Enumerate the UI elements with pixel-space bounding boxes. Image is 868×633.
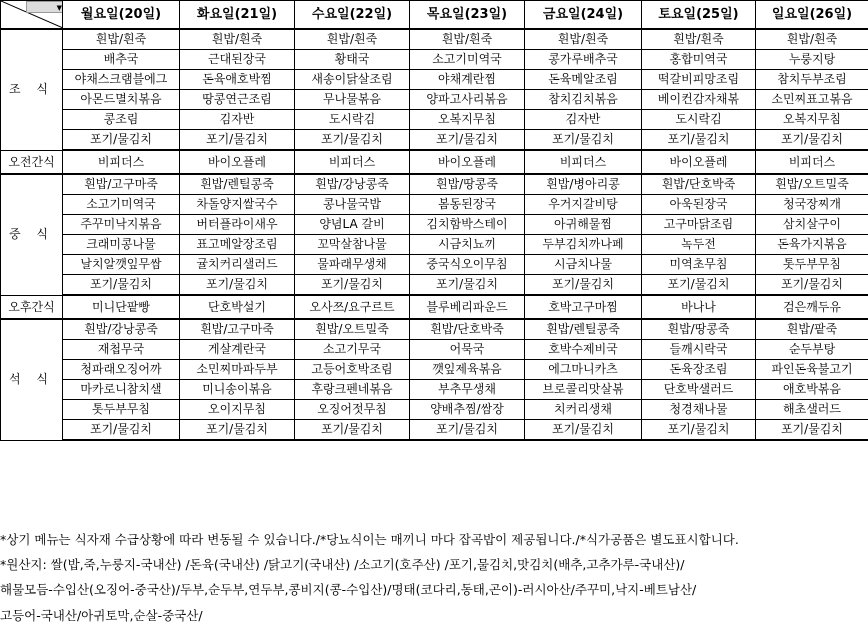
menu-item: 돈육가지볶음: [756, 235, 868, 255]
menu-item: 소민찌마파두부: [180, 360, 295, 380]
menu-item: 흰밥/땅콩죽: [642, 319, 756, 340]
menu-item: 들깨시락국: [642, 340, 756, 360]
menu-item: 녹두전: [642, 235, 756, 255]
menu-item: 포기/물김치: [410, 275, 525, 296]
day-header: 금요일(24일): [525, 1, 642, 30]
menu-item: 흰밥/흰죽: [410, 29, 525, 50]
menu-item: 새송이닭살조림: [295, 70, 410, 90]
menu-item: 포기/물김치: [642, 275, 756, 296]
breakfast-row: [1, 90, 868, 110]
menu-item: 황태국: [295, 50, 410, 70]
dinner-row: [1, 420, 868, 441]
menu-item: 오복지무침: [756, 110, 868, 130]
menu-item: 흰밥/고구마죽: [180, 319, 295, 340]
menu-item: 포기/물김치: [295, 420, 410, 441]
lunch-label: 중 식: [1, 174, 63, 295]
menu-item: 양념LA 갈비: [295, 215, 410, 235]
snack-item: 비피더스: [525, 150, 642, 174]
menu-item: 양파고사리볶음: [410, 90, 525, 110]
menu-item: 흰밥/단호박죽: [642, 174, 756, 195]
lunch-row: [1, 255, 868, 275]
menu-item: 흰밥/렌틸콩죽: [180, 174, 295, 195]
menu-item: 게살계란국: [180, 340, 295, 360]
menu-item: 부추무생채: [410, 380, 525, 400]
lunch-row: [1, 215, 868, 235]
menu-item: 아귀해물찜: [525, 215, 642, 235]
header-row: [1, 1, 868, 30]
day-header: 일요일(26일): [756, 1, 868, 30]
snack-item: 비피더스: [63, 150, 180, 174]
menu-item: 포기/물김치: [180, 130, 295, 151]
menu-item: 포기/물김치: [63, 420, 180, 441]
menu-item: 무나물볶음: [295, 90, 410, 110]
menu-item: 청파래오징어까: [63, 360, 180, 380]
menu-item: 흰밥/강낭콩죽: [295, 174, 410, 195]
menu-item: 고구마닭조림: [642, 215, 756, 235]
menu-item: 떡갈비피망조림: [642, 70, 756, 90]
menu-item: 두부김치까나페: [525, 235, 642, 255]
menu-item: 에그마니카츠: [525, 360, 642, 380]
menu-item: 포기/물김치: [295, 275, 410, 296]
menu-item: 흰밥/강낭콩죽: [63, 319, 180, 340]
menu-item: 물파래무생채: [295, 255, 410, 275]
breakfast-row: [1, 29, 868, 50]
menu-item: 청국장찌개: [756, 195, 868, 215]
dinner-row: [1, 340, 868, 360]
menu-item: 미역초무침: [642, 255, 756, 275]
menu-item: 콩조림: [63, 110, 180, 130]
menu-item: 포기/물김치: [756, 420, 868, 441]
menu-item: 치커리생채: [525, 400, 642, 420]
menu-item: 호박수제비국: [525, 340, 642, 360]
snack-item: 비피더스: [756, 150, 868, 174]
snack-item: 단호박설기: [180, 295, 295, 319]
menu-item: 톳두부무침: [756, 255, 868, 275]
menu-body: [1, 29, 868, 440]
menu-item: 도시락김: [642, 110, 756, 130]
menu-item: 고등어호박조림: [295, 360, 410, 380]
menu-item: 포기/물김치: [525, 420, 642, 441]
menu-item: 베이컨감자채볶: [642, 90, 756, 110]
menu-item: 포기/물김치: [410, 420, 525, 441]
menu-item: 오복지무침: [410, 110, 525, 130]
menu-item: 포기/물김치: [410, 130, 525, 151]
corner-cell[interactable]: [1, 1, 63, 30]
note-origin-3: 고등어-국내산/아귀토막,순살-중국산/: [0, 608, 203, 623]
snack-item: 비피더스: [295, 150, 410, 174]
menu-item: 소고기미역국: [63, 195, 180, 215]
menu-item: 마카로니참치샐: [63, 380, 180, 400]
menu-item: 아욱된장국: [642, 195, 756, 215]
menu-item: 재첩무국: [63, 340, 180, 360]
menu-item: 어묵국: [410, 340, 525, 360]
menu-item: 후랑크펜네볶음: [295, 380, 410, 400]
menu-item: 흰밥/땅콩죽: [410, 174, 525, 195]
note-origin-1: *원산지: 쌀(밥,죽,누룽지-국내산) /돈육(국내산) /닭고기(국내산) /소고기(호주산) /포기,물김치,맛김치(배추,고추가루-국내산)/: [0, 557, 685, 572]
menu-item: 돈육장조림: [642, 360, 756, 380]
menu-item: 중국식오이무침: [410, 255, 525, 275]
menu-item: 주꾸미낙지볶음: [63, 215, 180, 235]
menu-item: 차돌양지쌀국수: [180, 195, 295, 215]
lunch-row: [1, 195, 868, 215]
menu-item: 파인돈육불고기: [756, 360, 868, 380]
menu-item: 해초샐러드: [756, 400, 868, 420]
menu-item: 흰밥/오트밀죽: [295, 319, 410, 340]
menu-item: 흰밥/흰죽: [756, 29, 868, 50]
snack-item: 바이오플레: [642, 150, 756, 174]
menu-item: 흰밥/흰죽: [642, 29, 756, 50]
menu-item: 흰밥/단호박죽: [410, 319, 525, 340]
menu-item: 야채계란찜: [410, 70, 525, 90]
note-origin-2: 해물모듬-수입산(오징어-중국산)/두부,순두부,연두부,콩비지(콩-수입산)/명태(코다리,동태,곤이)-러시아산/주꾸미,낙지-베트남산/: [0, 582, 697, 597]
menu-item: 소고기미역국: [410, 50, 525, 70]
menu-item: 오이지무침: [180, 400, 295, 420]
morning-snack-row: [1, 150, 868, 174]
menu-item: 포기/물김치: [63, 275, 180, 296]
menu-item: 소고기무국: [295, 340, 410, 360]
afternoon-snack-label: 오후간식: [1, 295, 63, 319]
menu-item: 미니송이볶음: [180, 380, 295, 400]
menu-item: 김자반: [180, 110, 295, 130]
autofilter-dropdown[interactable]: [26, 1, 63, 13]
menu-item: 소민찌표고볶음: [756, 90, 868, 110]
menu-item: 포기/물김치: [180, 275, 295, 296]
dinner-row: [1, 400, 868, 420]
menu-item: 봄동된장국: [410, 195, 525, 215]
snack-item: 오사쯔/요구르트: [295, 295, 410, 319]
breakfast-row: [1, 130, 868, 151]
menu-item: 흰밥/오트밀죽: [756, 174, 868, 195]
menu-item: 흰밥/팥죽: [756, 319, 868, 340]
morning-snack-label: 오전간식: [1, 150, 63, 174]
snack-item: 미니단팥빵: [63, 295, 180, 319]
menu-item: 흰밥/흰죽: [180, 29, 295, 50]
breakfast-row: [1, 70, 868, 90]
menu-item: 흰밥/고구마죽: [63, 174, 180, 195]
menu-item: 흰밥/병아리콩: [525, 174, 642, 195]
menu-item: 콩나물국밥: [295, 195, 410, 215]
menu-item: 청경채나물: [642, 400, 756, 420]
menu-item: 포기/물김치: [756, 130, 868, 151]
day-header: 수요일(22일): [295, 1, 410, 30]
menu-item: 포기/물김치: [525, 275, 642, 296]
menu-item: 흰밥/흰죽: [525, 29, 642, 50]
menu-item: 단호박샐러드: [642, 380, 756, 400]
dinner-row: [1, 360, 868, 380]
menu-item: 참치김치볶음: [525, 90, 642, 110]
menu-item: 시금치나물: [525, 255, 642, 275]
menu-item: 야채스크램블에그: [63, 70, 180, 90]
dinner-label: 석 식: [1, 319, 63, 440]
menu-item: 김치함박스테이: [410, 215, 525, 235]
menu-item: 콩가루배추국: [525, 50, 642, 70]
menu-item: 돈육메알조림: [525, 70, 642, 90]
snack-item: 호박고구마찜: [525, 295, 642, 319]
menu-item: 꼬막살참나물: [295, 235, 410, 255]
snack-item: 검은깨두유: [756, 295, 868, 319]
menu-item: 포기/물김치: [642, 130, 756, 151]
menu-item: 배추국: [63, 50, 180, 70]
snack-item: 바나나: [642, 295, 756, 319]
day-header: 화요일(21일): [180, 1, 295, 30]
breakfast-row: [1, 110, 868, 130]
breakfast-row: [1, 50, 868, 70]
day-header: 목요일(23일): [410, 1, 525, 30]
menu-item: 포기/물김치: [642, 420, 756, 441]
day-header: 월요일(20일): [63, 1, 180, 30]
day-header: 토요일(25일): [642, 1, 756, 30]
menu-item: 귤치커리샐러드: [180, 255, 295, 275]
menu-item: 우거지갈비탕: [525, 195, 642, 215]
menu-item: 근대된장국: [180, 50, 295, 70]
menu-item: 참치두부조림: [756, 70, 868, 90]
menu-item: 포기/물김치: [295, 130, 410, 151]
menu-item: 오징어젓무침: [295, 400, 410, 420]
menu-item: 애호박볶음: [756, 380, 868, 400]
menu-item: 양배추찜/쌈장: [410, 400, 525, 420]
menu-item: 브로콜리맛살볶: [525, 380, 642, 400]
menu-item: 흰밥/흰죽: [63, 29, 180, 50]
chevron-down-icon: ▼: [56, 4, 62, 12]
note-menu-change: *상기 메뉴는 식자재 수급상황에 따라 변동될 수 있습니다./*당뇨식이는 매끼니 마다 잡곡밥이 제공됩니다./*식가공품은 별도표시합니다.: [0, 532, 739, 547]
afternoon-snack-row: [1, 295, 868, 319]
menu-item: 순두부탕: [756, 340, 868, 360]
menu-item: 돈육애호박찜: [180, 70, 295, 90]
lunch-row: [1, 235, 868, 255]
menu-item: 포기/물김치: [180, 420, 295, 441]
menu-item: 표고메알장조림: [180, 235, 295, 255]
menu-item: 김자반: [525, 110, 642, 130]
menu-item: 포기/물김치: [525, 130, 642, 151]
menu-item: 버터플라이새우: [180, 215, 295, 235]
menu-item: 깻잎제육볶음: [410, 360, 525, 380]
menu-item: 포기/물김치: [756, 275, 868, 296]
snack-item: 바이오플레: [180, 150, 295, 174]
menu-item: 도시락김: [295, 110, 410, 130]
menu-item: 시금치뇨끼: [410, 235, 525, 255]
menu-item: 아몬드멸치볶음: [63, 90, 180, 110]
menu-item: 삼치살구이: [756, 215, 868, 235]
menu-item: 누룽지탕: [756, 50, 868, 70]
menu-item: 크래미콩나물: [63, 235, 180, 255]
lunch-row: [1, 174, 868, 195]
snack-item: 바이오플레: [410, 150, 525, 174]
menu-item: 흰밥/흰죽: [295, 29, 410, 50]
menu-item: 톳두부무침: [63, 400, 180, 420]
menu-item: 홍합미역국: [642, 50, 756, 70]
dinner-row: [1, 380, 868, 400]
lunch-row: [1, 275, 868, 296]
breakfast-label: 조 식: [1, 29, 63, 150]
dinner-row: [1, 319, 868, 340]
snack-item: 블루베리파운드: [410, 295, 525, 319]
menu-item: 흰밥/렌틸콩죽: [525, 319, 642, 340]
menu-item: 포기/물김치: [63, 130, 180, 151]
menu-item: 날치알깻잎무쌈: [63, 255, 180, 275]
menu-item: 땅콩연근조림: [180, 90, 295, 110]
